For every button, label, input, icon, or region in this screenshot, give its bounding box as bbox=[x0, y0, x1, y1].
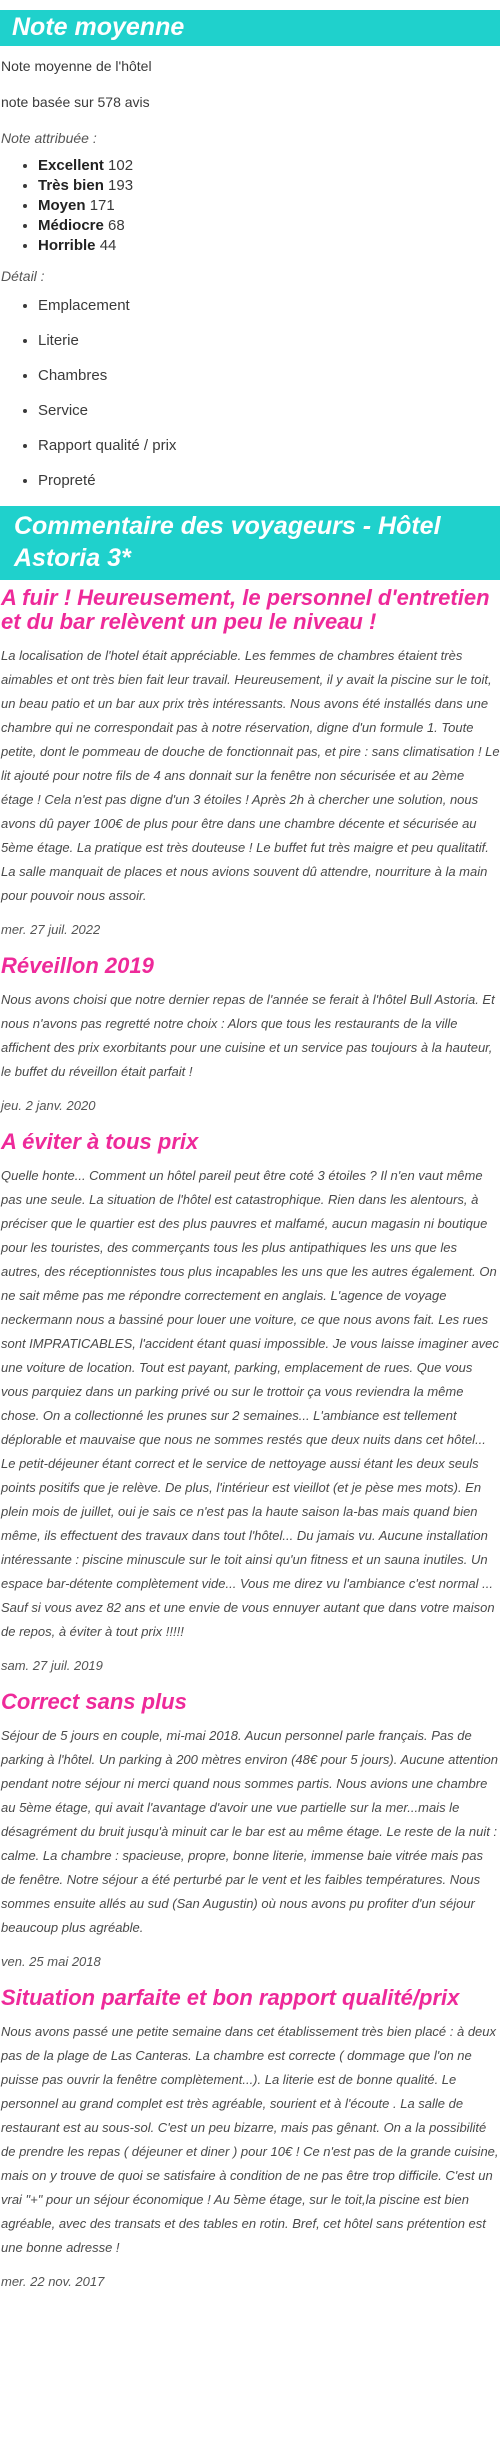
review bbox=[0, 586, 500, 940]
review-body: Nous avons passé une petite semaine dans cet établissement très bien placé : à deux pas de la plage de Las Canteras. La chambre est correcte ( dommage que l'on ne puisse pas ouvrir la fenêtre complètement...). La literie est de bonne qualité. Le personnel au grand complet est très agréable, sourient et à l'écoute . La salle de restaurant est au sous-sol. C'est un peu bizarre, mais pas gênant. On a la possibilité de prendre les repas ( déjeuner et diner ) pour 10€ ! Ce n'est pas de la grande cuisine, mais on y trouve de quoi se satisfaire à condition de ne pas être trop difficile. C'est un vrai "+" pour un séjour économique ! Au 5ème étage, sur le toit,la piscine est bien agréable, avec des transats et des tables en rotin. Bref, cet hôtel sans prétention est une bonne adresse ! bbox=[1, 2024, 499, 2255]
vote-item: • Moyen 171 bbox=[38, 196, 500, 216]
note-line-hotel: Note moyenne de l'hôtel bbox=[1, 58, 152, 74]
review bbox=[0, 1986, 500, 2292]
vote-item: • Horrible 44 bbox=[38, 236, 500, 256]
review-title: Correct sans plus bbox=[1, 1689, 187, 1714]
review-date: mer. 27 juil. 2022 bbox=[1, 922, 101, 937]
votes-list bbox=[0, 156, 500, 256]
detail-item: • Emplacement bbox=[38, 296, 500, 316]
detail-item: • Literie bbox=[38, 331, 500, 351]
vote-item: • Excellent 102 bbox=[38, 156, 500, 176]
vote-item: • Médiocre 68 bbox=[38, 216, 500, 236]
review bbox=[0, 1130, 500, 1676]
vote-item: • Très bien 193 bbox=[38, 176, 500, 196]
detail-item: • Chambres bbox=[38, 366, 500, 386]
review-date: sam. 27 juil. 2019 bbox=[1, 1658, 103, 1673]
review-body: Nous avons choisi que notre dernier repas de l'année se ferait à l'hôtel Bull Astoria. Et nous n'avons pas regretté notre choix : Alors que tous les restaurants de la ville affichent des prix exorbitants pour une cuisine et un service pas toujours à la hauteur, le buffet du réveillon était parfait ! bbox=[1, 992, 495, 1079]
review bbox=[0, 1690, 500, 1972]
review-title: A éviter à tous prix bbox=[1, 1129, 199, 1154]
detail-label: Détail : bbox=[1, 268, 45, 284]
detail-list bbox=[0, 296, 500, 491]
review-title: Situation parfaite et bon rapport qualité/prix bbox=[1, 1985, 460, 2010]
review-date: jeu. 2 janv. 2020 bbox=[1, 1098, 96, 1113]
review-body: Quelle honte... Comment un hôtel pareil peut être coté 3 étoiles ? Il n'en vaut même pas une seule. La situation de l'hôtel est catastrophique. Rien dans les alentours, à préciser que le quartier est des plus pauvres et malfamé, aucun magasin ni boutique pour les touristes, des commerçants tous les plus antipathiques les uns que les autres, des réceptionnistes tous plus incapables les uns que les autres également. On ne sait même pas me répondre correctement en anglais. L'agence de voyage neckermann nous a bassiné pour louer une voiture, ce que nous avons fait. Les rues sont IMPRATICABLES, l'accident étant quasi impossible. Je vous laisse imaginer avec une voiture de location. Tout est payant, parking, emplacement de rues. Que vous vous parquiez dans un parking privé ou sur le trottoir ça vous reviendra la même chose. On a collectionné les prunes sur 2 semaines... L'ambiance est tellement déplorable et mauvaise que nous ne sommes restés que deux nuits dans cet hôtel... Le petit-déjeuner étant correct et le service de nettoyage aussi étant les deux seuls points positifs que je relève. De plus, l'intérieur est vieillot (et je pèse mes mots). En plein mois de juillet, oui je sais ce n'est pas la haute saison la-bas mais quand bien même, ils effectuent des travaux dans tout l'hôtel... Du jamais vu. Aucune installation intéressante : piscine minuscule sur le toit ainsi qu'un fitness et un sauna inutiles. Un espace bar-détente complètement vide... Vous me direz vu l'ambiance c'est normal ... Sauf si vous avez 82 ans et une envie de vous ennuyer autant que dans votre maison de repos, à éviter à tout prix !!!!! bbox=[1, 1168, 499, 1639]
note-banner: Note moyenne bbox=[0, 10, 500, 46]
review bbox=[0, 954, 500, 1116]
review-body: Séjour de 5 jours en couple, mi-mai 2018. Aucun personnel parle français. Pas de parking à l'hôtel. Un parking à 200 mètres environ (48€ pour 5 jours). Aucune attention pendant notre séjour ni merci quand nous sommes partis. Nous avions une chambre au 5ème étage, qui avait l'avantage d'avoir une vue partielle sur la mer...mais le désagrément du bruit jusqu'à minuit car le bar est au même étage. Le reste de la nuit : calme. La chambre : spacieuse, propre, bonne literie, immense baie vitrée mais pas de fenêtre. Notre séjour a été perturbé par le vent et les faibles températures. Nous sommes ensuite allés au sud (San Augustin) où nous avons pu profiter d'un séjour beaucoup plus agréable. bbox=[1, 1728, 499, 1935]
review-date: mer. 22 nov. 2017 bbox=[1, 2274, 105, 2289]
detail-item: • Propreté bbox=[38, 471, 500, 491]
detail-item: • Rapport qualité / prix bbox=[38, 436, 500, 456]
note-line-count: note basée sur 578 avis bbox=[1, 94, 150, 110]
comments-banner: Commentaire des voyageurs - Hôtel Astoria 3* bbox=[0, 506, 500, 580]
detail-item: • Service bbox=[38, 401, 500, 421]
review-date: ven. 25 mai 2018 bbox=[1, 1954, 101, 1969]
review-body: La localisation de l'hotel était appréciable. Les femmes de chambres étaient très aimables et ont très bien fait leur travail. Heureusement, il y avait la piscine sur le toit, un beau patio et un bar aux prix très intéressants. Nous avons été installés dans une chambre qui ne correspondait pas à notre réservation, digne d'un formule 1. Toute petite, dont le pommeau de douche de fonctionnait pas, et pire : sans climatisation ! Le lit ajouté pour notre fils de 4 ans donnait sur la fenêtre non sécurisée et au 2ème étage ! Cela n'est pas digne d'un 3 étoiles ! Après 2h à chercher une solution, nous avons dû payer 100€ de plus pour être dans une chambre décente et sécurisée au 5ème étage. La pratique est très douteuse ! Le buffet fut très maigre et peu qualitatif. La salle manquait de places et nous avions souvent dû attendre, nourriture à la main pour pouvoir nous assoir. bbox=[1, 648, 500, 903]
note-attrib-label: Note attribuée : bbox=[1, 130, 97, 146]
review-title: Réveillon 2019 bbox=[1, 953, 154, 978]
review-title: A fuir ! Heureusement, le personnel d'entretien et du bar relèvent un peu le niveau ! bbox=[1, 585, 490, 634]
